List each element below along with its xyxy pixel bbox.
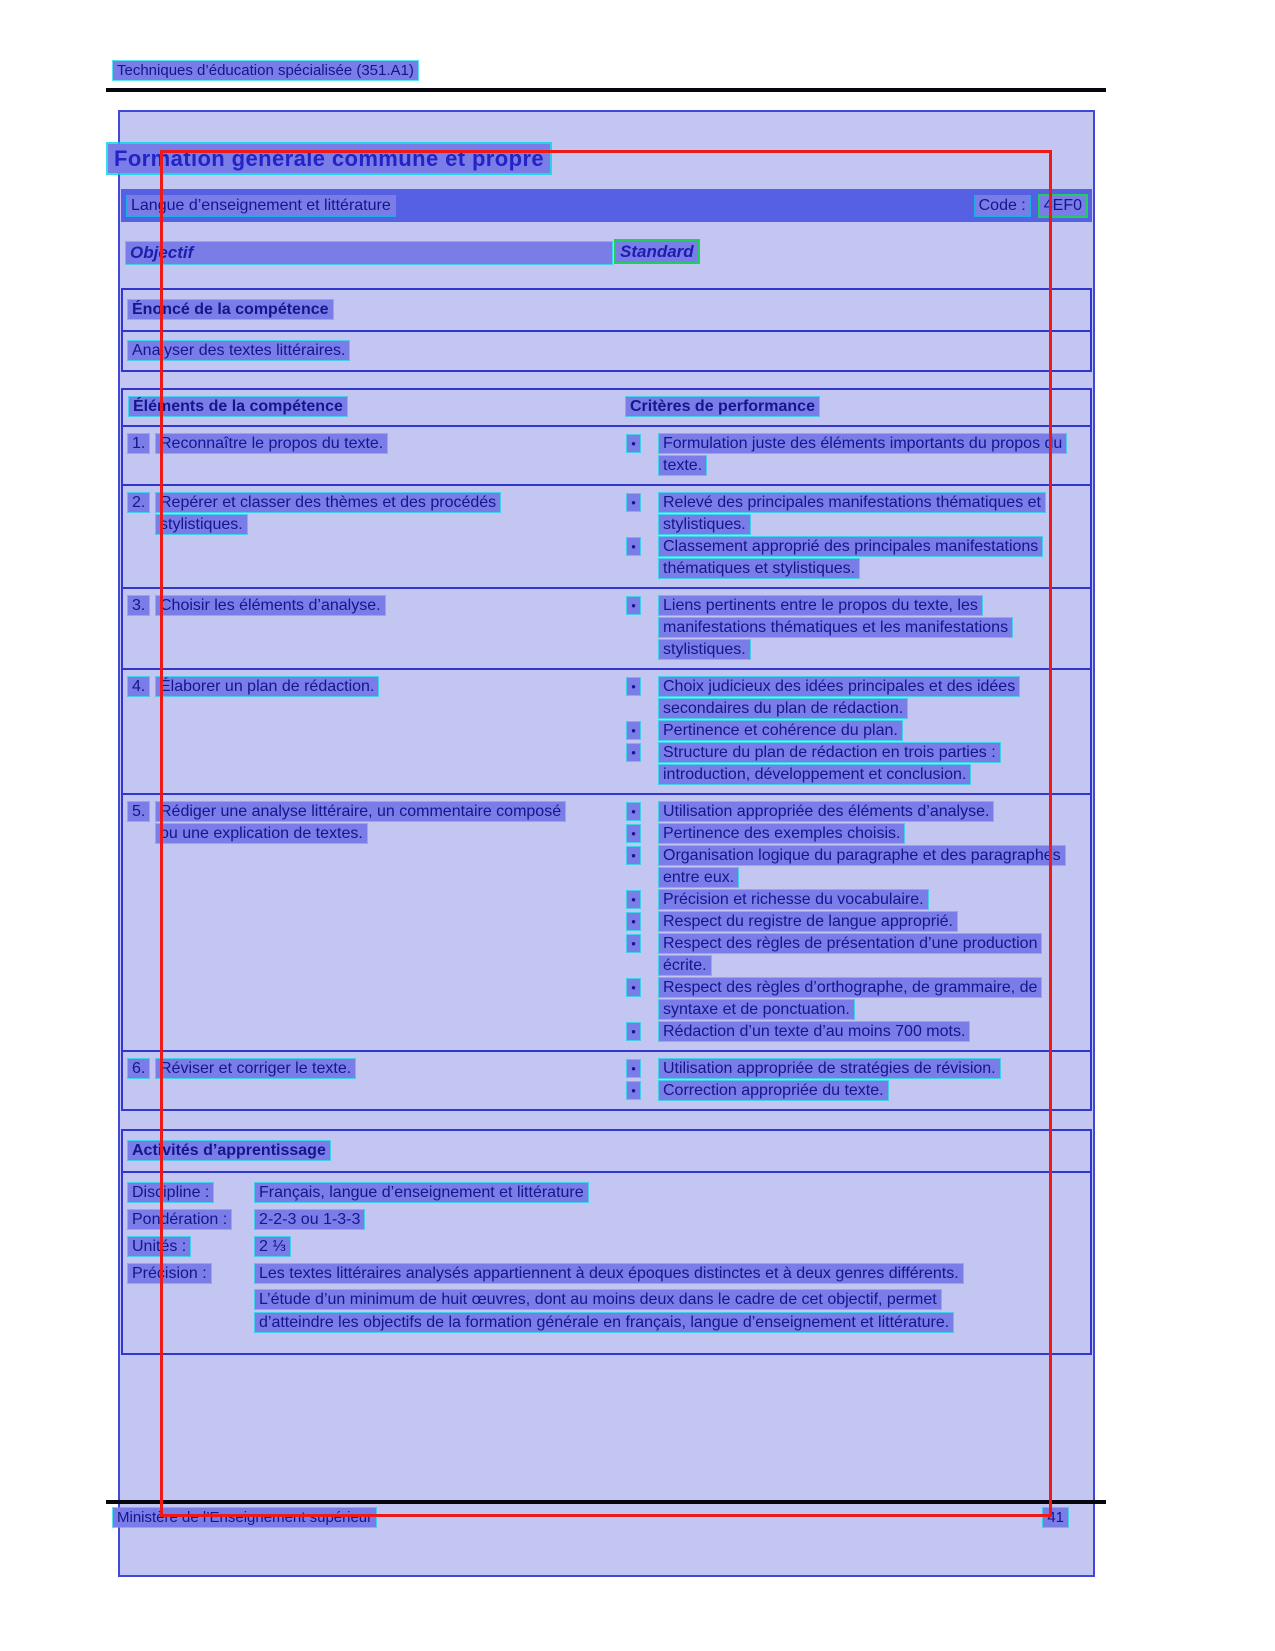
enonce-box xyxy=(121,288,1092,372)
bullet-icon: • xyxy=(627,1060,640,1077)
criterion-text: Classement approprié des principales manifestations thématiques et stylistiques. xyxy=(659,537,1042,578)
criterion xyxy=(626,720,1088,742)
criterion-text: Formulation juste des éléments importants du propos du texte. xyxy=(659,434,1066,475)
column-heads xyxy=(126,242,1093,268)
element-cell xyxy=(123,427,618,484)
code-group xyxy=(975,196,1086,216)
field-precision xyxy=(128,1262,1082,1337)
precision-paragraph xyxy=(255,1288,975,1334)
elements-header-text: Éléments de la compétence xyxy=(129,397,347,416)
criterion-text: Liens pertinents entre le propos du texte, les manifestations thématiques et les manifestations stylistiques. xyxy=(659,596,1012,659)
enonce-header xyxy=(123,290,1090,332)
element-cell xyxy=(123,486,618,587)
element-number: 3. xyxy=(128,596,149,615)
criterion-text: Correction appropriée du texte. xyxy=(659,1081,888,1100)
elements-header-cell xyxy=(123,390,618,425)
field-label: Précision : xyxy=(128,1264,211,1283)
criterion xyxy=(626,742,1088,786)
subject-bar xyxy=(121,189,1092,222)
element-number: 4. xyxy=(128,677,149,696)
criteria-cell xyxy=(618,427,1090,484)
objectif-heading: Objectif xyxy=(126,242,612,264)
criterion-text: Pertinence des exemples choisis. xyxy=(659,824,904,843)
criterion-text: Utilisation appropriée de stratégies de révision. xyxy=(659,1059,1000,1078)
field-label: Pondération : xyxy=(128,1210,231,1229)
subject-name: Langue d’enseignement et littérature xyxy=(127,196,395,216)
bullet-icon: • xyxy=(627,494,640,511)
bullet-icon: • xyxy=(627,1023,640,1040)
bullet-icon: • xyxy=(627,913,640,930)
criterion xyxy=(626,492,1088,536)
element-text: Réviser et corriger le texte. xyxy=(156,1059,355,1078)
content-panel xyxy=(114,110,1095,1577)
criterion xyxy=(626,433,1088,477)
criterion xyxy=(626,845,1088,889)
element-cell xyxy=(123,589,618,668)
bullet-icon: • xyxy=(627,803,640,820)
header-rule xyxy=(106,88,1106,92)
page-title xyxy=(108,144,1093,173)
enonce-text: Analyser des textes littéraires. xyxy=(128,341,349,360)
table-row-6 xyxy=(123,1052,1090,1109)
element-number: 1. xyxy=(128,434,149,453)
element-text: Rédiger une analyse littéraire, un commentaire composé ou une explication de textes. xyxy=(156,802,565,843)
precision-text: Les textes littéraires analysés appartiennent à deux époques distinctes et à deux genres différents. xyxy=(255,1264,963,1283)
criteria-cell xyxy=(618,486,1090,587)
code-label: Code : xyxy=(975,196,1030,216)
field-value: 2-2-3 ou 1-3-3 xyxy=(255,1210,364,1229)
criteria-cell xyxy=(618,795,1090,1050)
criterion-text: Respect du registre de langue approprié. xyxy=(659,912,957,931)
activites-body xyxy=(123,1173,1090,1353)
criterion-text: Organisation logique du paragraphe et des paragraphes entre eux. xyxy=(659,846,1065,887)
criterion xyxy=(626,1080,1088,1102)
element-cell xyxy=(123,1052,618,1109)
code-value: 4EF0 xyxy=(1040,196,1086,216)
activites-header xyxy=(123,1131,1090,1173)
bullet-icon: • xyxy=(627,597,640,614)
criterion xyxy=(626,1021,1088,1043)
precision-paragraph xyxy=(255,1262,975,1285)
criterion xyxy=(626,536,1088,580)
table-row-3 xyxy=(123,589,1090,670)
criterion-text: Choix judicieux des idées principales et des idées secondaires du plan de rédaction. xyxy=(659,677,1019,718)
element-number: 2. xyxy=(128,493,149,512)
competence-table xyxy=(121,388,1092,1111)
criterion xyxy=(626,676,1088,720)
field-ponderation xyxy=(128,1208,1082,1231)
field-value: Français, langue d’enseignement et littérature xyxy=(255,1183,588,1202)
table-header-row xyxy=(123,390,1090,427)
criterion-text: Structure du plan de rédaction en trois parties : introduction, développement et conclusion. xyxy=(659,743,1000,784)
element-text: Repérer et classer des thèmes et des procédés stylistiques. xyxy=(156,493,500,534)
element-number: 6. xyxy=(128,1059,149,1078)
running-footer xyxy=(113,1508,1068,1527)
bullet-icon: • xyxy=(627,979,640,996)
criteria-cell xyxy=(618,589,1090,668)
criterion-text: Précision et richesse du vocabulaire. xyxy=(659,890,928,909)
criterion xyxy=(626,933,1088,977)
criterion-text: Pertinence et cohérence du plan. xyxy=(659,721,902,740)
bullet-icon: • xyxy=(627,891,640,908)
criteria-cell xyxy=(618,670,1090,793)
table-row-4 xyxy=(123,670,1090,795)
criterion xyxy=(626,801,1088,823)
bullet-icon: • xyxy=(627,935,640,952)
bullet-icon: • xyxy=(627,722,640,739)
precision-text: L’étude d’un minimum de huit œuvres, dont au moins deux dans le cadre de cet objectif, permet d’atteindre les objectifs de la formation générale en français, langue d’enseignement et littérature. xyxy=(255,1290,953,1332)
criterion-text: Respect des règles de présentation d’une production écrite. xyxy=(659,934,1041,975)
table-row-5 xyxy=(123,795,1090,1052)
element-number: 5. xyxy=(128,802,149,821)
running-header-text: Techniques d’éducation spécialisée (351.A1) xyxy=(113,61,418,80)
criterion-text: Utilisation appropriée des éléments d’analyse. xyxy=(659,802,993,821)
bullet-icon: • xyxy=(627,678,640,695)
criterion xyxy=(626,595,1088,661)
criterion-text: Relevé des principales manifestations thématiques et stylistiques. xyxy=(659,493,1045,534)
element-text: Choisir les éléments d’analyse. xyxy=(156,596,385,615)
bullet-icon: • xyxy=(627,825,640,842)
footer-rule xyxy=(106,1500,1106,1504)
enonce-header-text: Énoncé de la compétence xyxy=(128,300,333,319)
field-value: 2 ⅓ xyxy=(255,1237,290,1256)
field-discipline xyxy=(128,1181,1082,1204)
field-unites xyxy=(128,1235,1082,1258)
element-text: Élaborer un plan de rédaction. xyxy=(156,677,378,696)
activites-header-text: Activités d’apprentissage xyxy=(128,1141,330,1160)
bullet-icon: • xyxy=(627,847,640,864)
precision-paragraphs xyxy=(255,1262,1082,1337)
page-title-text: Formation générale commune et propre xyxy=(108,144,550,173)
criteres-header-text: Critères de performance xyxy=(626,397,819,416)
standard-heading: Standard xyxy=(616,241,698,262)
footer-publisher: Ministère de l’Enseignement supérieur xyxy=(113,1508,376,1527)
criterion xyxy=(626,977,1088,1021)
bullet-icon: • xyxy=(627,744,640,761)
criterion xyxy=(626,911,1088,933)
table-row-1 xyxy=(123,427,1090,486)
element-text: Reconnaître le propos du texte. xyxy=(156,434,387,453)
element-cell xyxy=(123,795,618,1050)
criteres-header-cell xyxy=(618,390,1090,425)
activites-box xyxy=(121,1129,1092,1355)
running-header xyxy=(113,62,418,79)
criterion-text: Respect des règles d’orthographe, de grammaire, de syntaxe et de ponctuation. xyxy=(659,978,1041,1019)
field-label: Discipline : xyxy=(128,1183,213,1202)
page-number: 41 xyxy=(1043,1508,1068,1527)
field-label: Unités : xyxy=(128,1237,190,1256)
enonce-row xyxy=(123,332,1090,370)
criterion-text: Rédaction d’un texte d’au moins 700 mots. xyxy=(659,1022,969,1041)
element-cell xyxy=(123,670,618,793)
criterion xyxy=(626,1058,1088,1080)
criteria-cell xyxy=(618,1052,1090,1109)
table-row-2 xyxy=(123,486,1090,589)
criterion xyxy=(626,823,1088,845)
bullet-icon: • xyxy=(627,538,640,555)
standard-heading-wrap xyxy=(616,242,698,262)
criterion xyxy=(626,889,1088,911)
bullet-icon: • xyxy=(627,1082,640,1099)
bullet-icon: • xyxy=(627,435,640,452)
